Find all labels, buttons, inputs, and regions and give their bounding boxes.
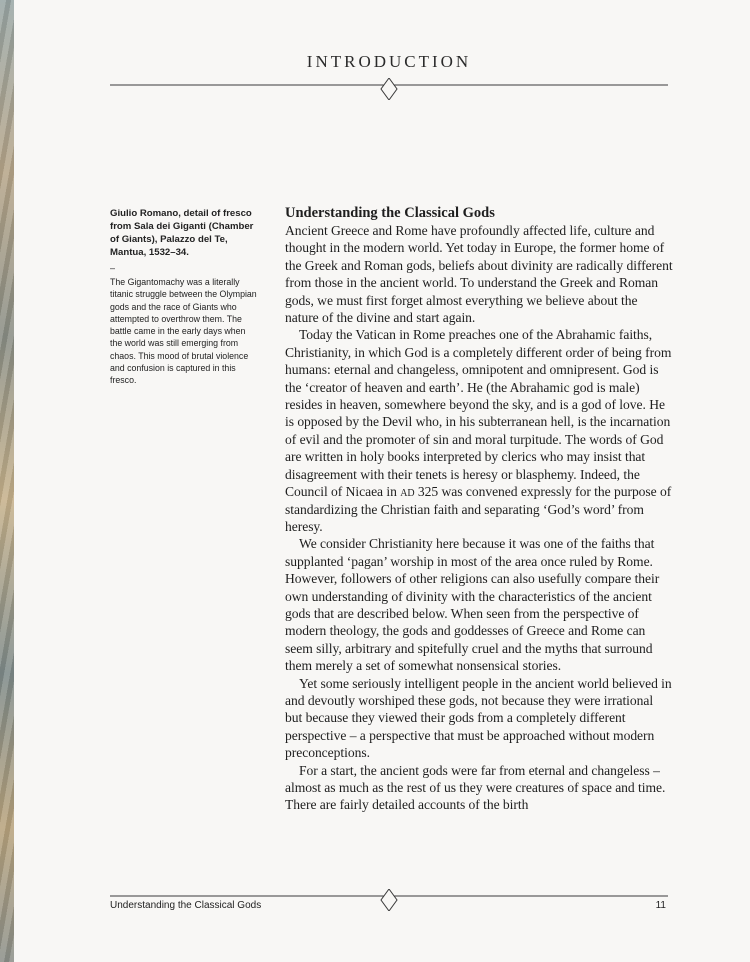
image-caption: [110, 207, 260, 387]
section-heading: Understanding the Classical Gods: [285, 205, 495, 221]
paragraph-2-text-b: 325 was convened expressly for the purpose of standardizing the Christian faith and separating ‘God’s word’ from heresy.: [285, 484, 672, 534]
header-rule: [110, 78, 668, 100]
caption-separator: –: [110, 263, 116, 273]
page-number: 11: [655, 900, 666, 911]
footer-running-title: Understanding the Classical Gods: [110, 900, 262, 911]
diamond-ornament-icon: [381, 78, 397, 100]
paragraph-5: For a start, the ancient gods were far from eternal and changeless – almost as much as the rest of us they were creatures of space and time. There are fairly detailed accounts of the birth: [285, 762, 666, 813]
diamond-ornament-icon: [381, 889, 397, 911]
running-title: INTRODUCTION: [306, 52, 472, 71]
paragraph-4: Yet some seriously intelligent people in the ancient world believed in and devoutly worshiped these gods, not because they were irrational but because they viewed their gods from a completely different perspective – a perspective that must be approached without modern preconceptions.: [285, 675, 672, 761]
paragraph-2-text-a: Today the Vatican in Rome preaches one of the Abrahamic faiths, Christianity, in which God is a completely different order of being from humans: eternal and changeless, omnipotent and omnipresent. God is the ‘creator of heaven and earth’. He (the Abrahamic god is male) resides in heaven, somewhere beyond the sky, and is a god of love. He is opposed by the Devil who, in his subterranean hell, is the incarnation of evil and the promoter of sin and moral turpitude. The words of God are written in holy books interpreted by clerics who may insist that disagreement with their tenets is heresy or blasphemy. Indeed, the Council of Nicaea in: [285, 327, 672, 500]
fresco-image-edge: [0, 0, 14, 962]
caption-body: The Gigantomachy was a literally titanic struggle between the Olympian gods and the race of Giants who attempted to overthrow them. The battle came in the early days when the world was still emerging from chaos. This mood of brutal violence and confusion is captured in this fresco.: [110, 277, 257, 386]
paragraph-2: [285, 326, 673, 535]
era-abbreviation: ad: [400, 484, 415, 500]
caption-title: Giulio Romano, detail of fresco from Sala dei Giganti (Chamber of Giants), Palazzo del Te, Mantua, 1532–34.: [110, 208, 254, 258]
main-text: [285, 205, 673, 814]
paragraph-1: Ancient Greece and Rome have profoundly affected life, culture and thought in the modern world. Yet today in Europe, the former home of the Greek and Roman gods, beliefs about divinity are radically different from those in the ancient world. To understand the Greek and Roman gods, we must first forget almost everything we believe about the nature of the divine and start again.: [285, 223, 673, 326]
paragraph-3: We consider Christianity here because it was one of the faiths that supplanted ‘pagan’ worship in most of the area once ruled by Rome. However, followers of other religions can also usefully compare their own understanding of divinity with the characteristics of the ancient gods that are described below. When seen from the perspective of modern theology, the gods and goddesses of Greece and Rome can seem silly, arbitrary and spitefully cruel and the myths that surround them merely a set of somewhat nonsensical stories.: [285, 536, 660, 674]
